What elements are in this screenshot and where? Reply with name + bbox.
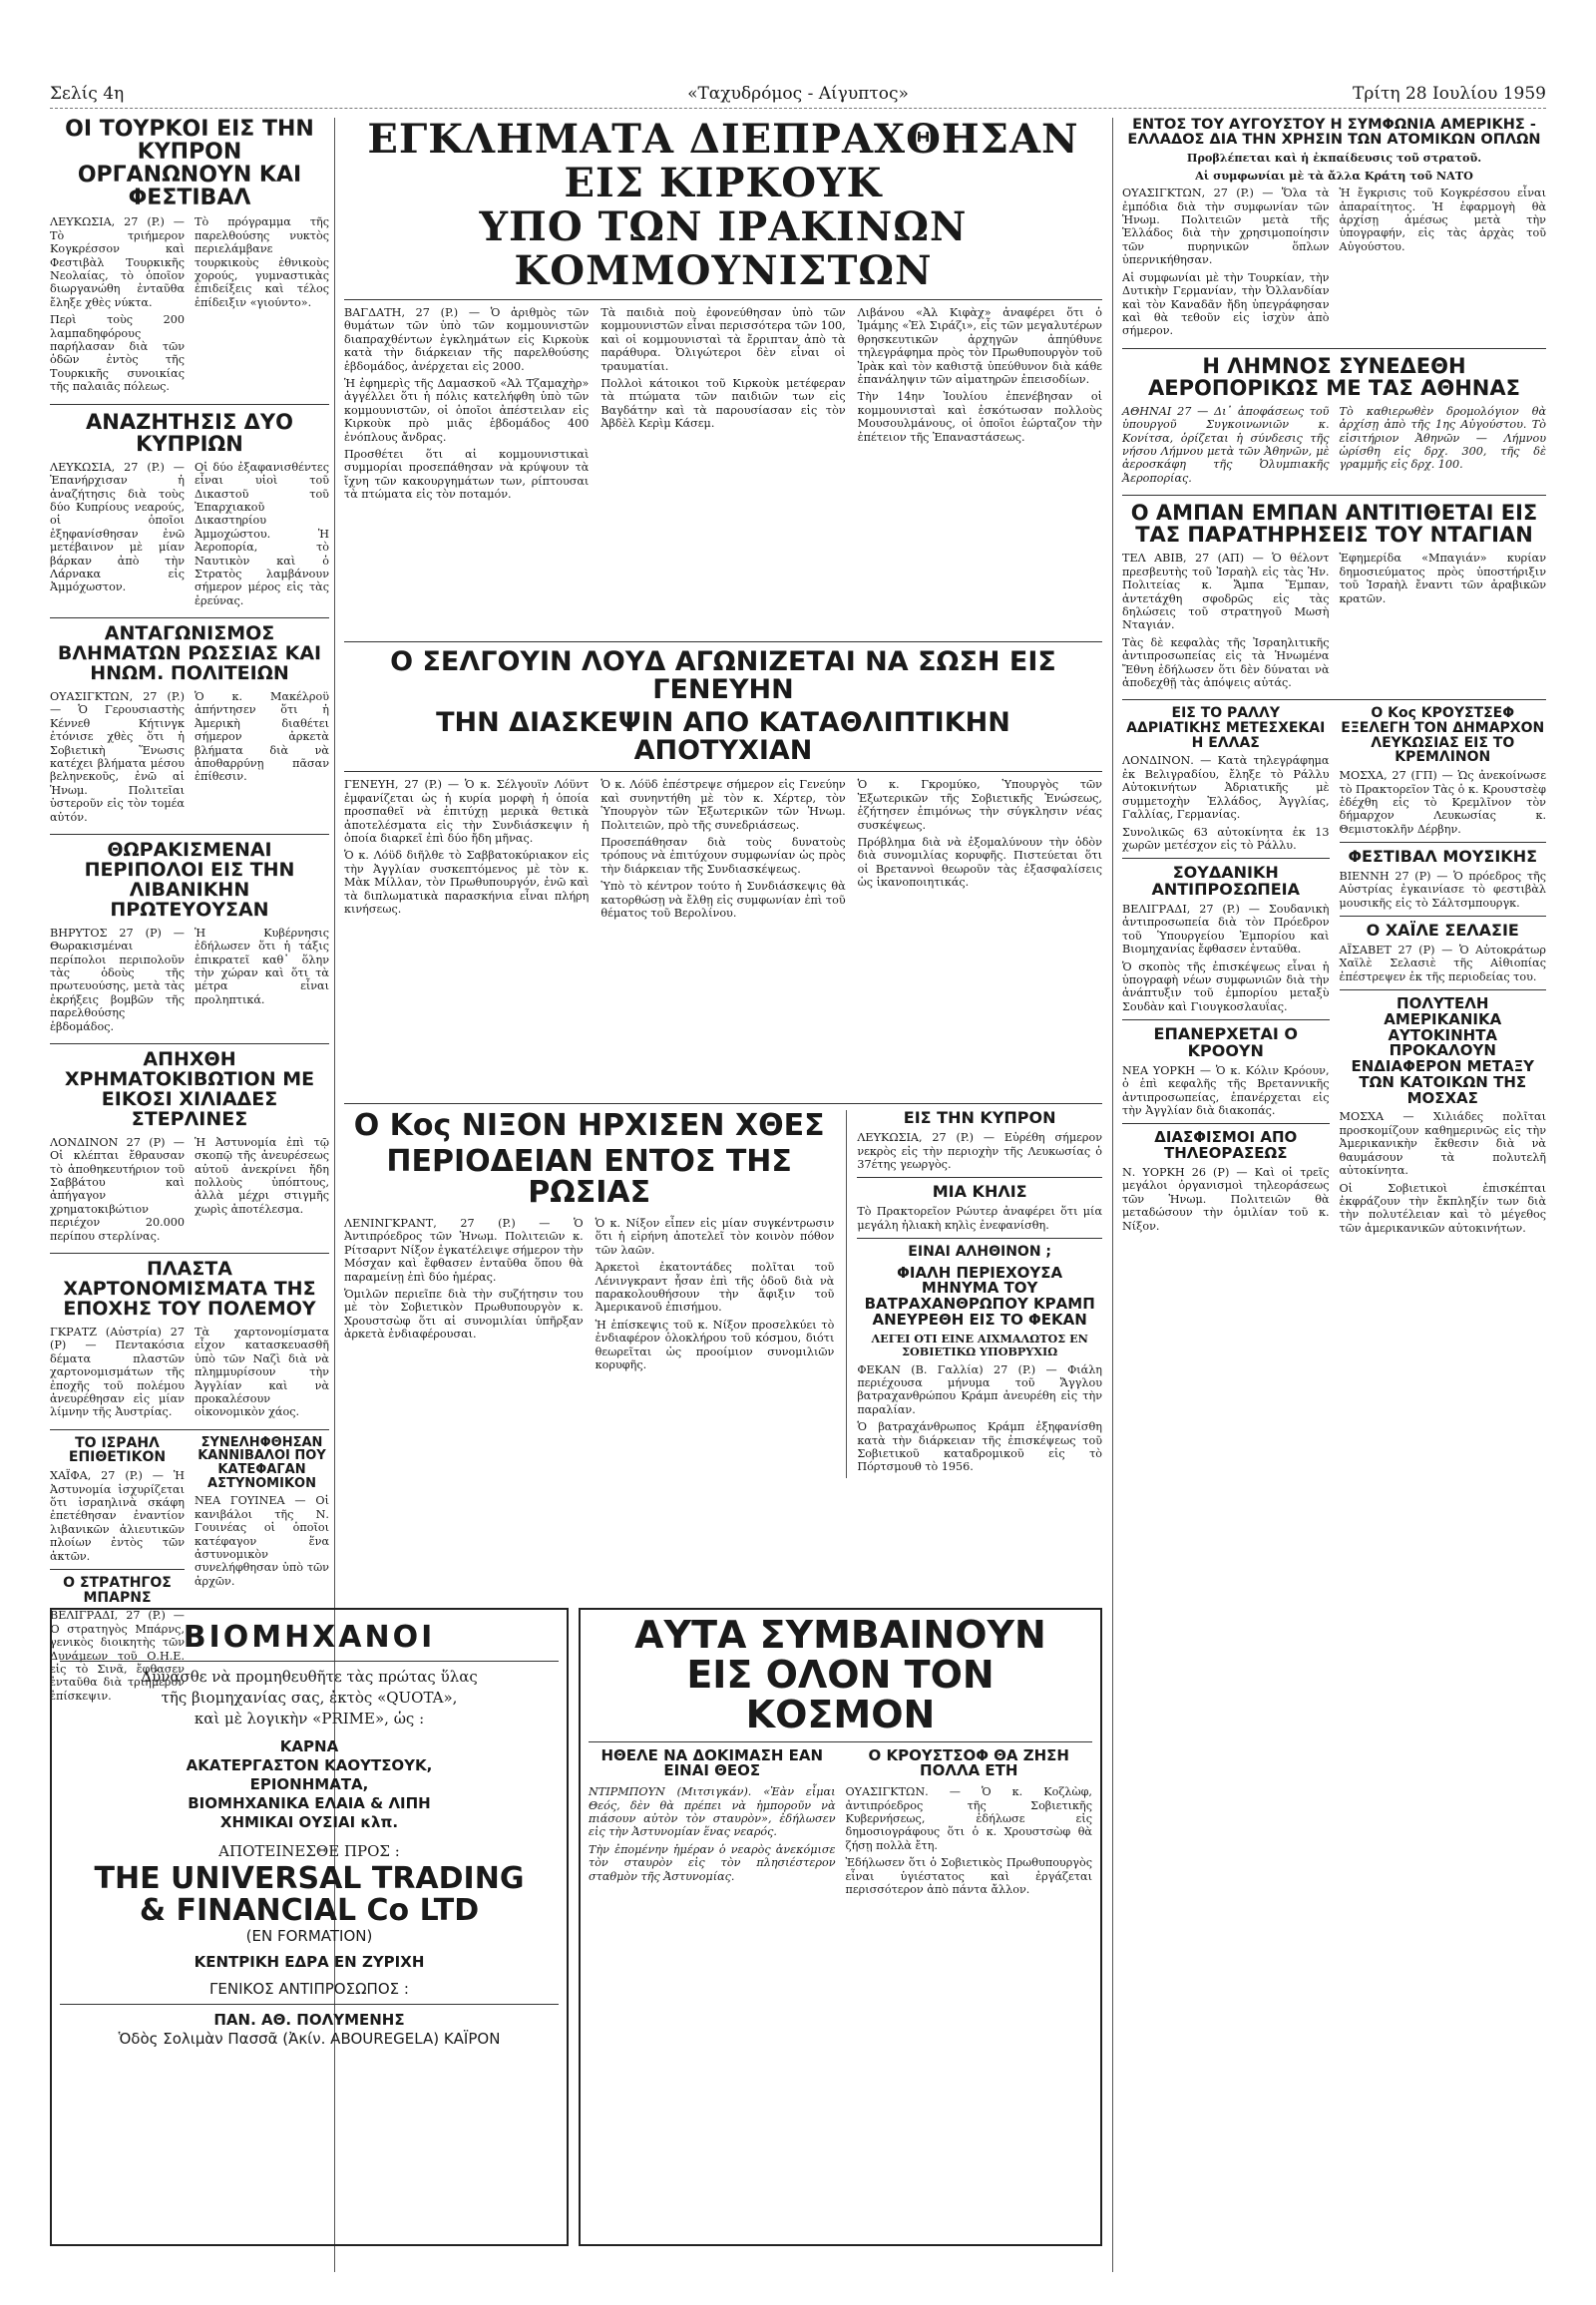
article-text: ΑΘΗΝΑΙ 27 — Δι᾽ ἀποφάσεως τοῦ ὑπουργοῦ Συγκοινωνιῶν κ. Κονίτσα, ὁρίζεται ἡ σύνδεσις τῆς νήσου Λήμνου μετὰ τῶν Ἀθηνῶν, μὲ ἀεροσκάφη τῆς Ὀλυμπιακῆς Ἀεροπορίας. [1122, 404, 1330, 485]
article-text: Συνολικῶς 63 αὐτοκίνητα ἐκ 13 χωρῶν μετέσχον εἰς τὸ Ράλλυ. [1122, 825, 1330, 852]
page-number: Σελίς 4η [50, 84, 125, 104]
article-text: Λιβάνου «Ἀλ Κιφὰχ» ἀναφέρει ὅτι ὁ Ἰμάμης «Ἐλ Σιράζι», εἷς τῶν μεγαλυτέρων θρησκευτικῶν ἀρχηγῶν ἀπηύθυνε τηλεγράφημα πρὸς τὸν Πρωθυπουργὸν τοῦ Ἰρὰκ καὶ τὸν καθιστᾷ ὑπεύθυνον διὰ κάθε ἐπανάληψιν τῶν αἱματηρῶν ἐπεισοδίων. [857, 306, 1102, 387]
main-headline: Ο Κος ΝΙΞΟΝ ΗΡΧΙΣΕΝ ΧΘΕΣ [353, 1108, 825, 1144]
headline: ΟΙ ΤΟΥΡΚΟΙ ΕΙΣ ΤΗΝ ΚΥΠΡΟΝ ΟΡΓΑΝΩΝΟΥΝ ΚΑΙ ΦΕΣΤΙΒΑΛ [65, 117, 314, 211]
article-text: Ἡ Ἀστυνομία ἐπὶ τῷ σκοπῷ τῆς ἀνευρέσεως αὐτοῦ ἀνεκρίνει ἤδη πολλοὺς ὑπόπτους, ἀλλὰ μέχρι στιγμῆς χωρὶς ἀποτέλεσμα. [195, 1135, 329, 1216]
subheadline: ΛΕΓΕΙ ΟΤΙ ΕΙΝΕ ΑΙΧΜΑΛΩΤΟΣ ΕΝ ΣΟΒΙΕΤΙΚΩ ΥΠΟΒΡΥΧΙΩ [871, 1331, 1088, 1359]
headline: ΑΝΤΑΓΩΝΙΣΜΟΣ ΒΛΗΜΑΤΩΝ ΡΩΣΣΙΑΣ ΚΑΙ ΗΝΩΜ. ΠΟΛΙΤΕΙΩΝ [57, 622, 322, 685]
center-section [344, 118, 1102, 1594]
agent-name: ΠΑΝ. ΑΘ. ΠΟΛΥΜΕΝΗΣ [213, 2011, 405, 2029]
column-divider [1112, 118, 1113, 2272]
headline: ΕΠΑΝΕΡΧΕΤΑΙ Ο ΚΡΟΟΥΝ [1153, 1024, 1298, 1060]
article-text: ΝΤΙΡΜΠΟΥΝ (Μιτσιγκάν). «Ἐὰν εἶμαι Θεός, δὲν θὰ πρέπει νὰ ἠμποροῦν νὰ πιάσουν αὐτὸν τὸν σταυρὸν», ἐδήλωσεν εἰς τὴν Ἀστυνομίαν ἕνας νεαρός. [589, 1785, 836, 1839]
article-text: ΓΕΝΕΥΗ, 27 (P.) — Ὁ κ. Σέλγουϊν Λόϋντ ἐμφανίζεται ὡς ἡ κυρία μορφὴ ἡ ὁποία προσπαθεῖ νὰ ἐπιτύχῃ μερικὰ θετικὰ ἀποτελέσματα εἰς τὴν Συνδιάσκεψιν ἡ ὁποία διαρκεῖ ἐπὶ δύο ἤδη μῆνας. [344, 778, 590, 845]
main-headline: ΤΗΝ ΔΙΑΣΚΕΨΙΝ ΑΠΟ ΚΑΤΑΘΛΙΠΤΙΚΗΝ ΑΠΟΤΥΧΙΑΝ [436, 706, 1010, 767]
company-name: THE UNIVERSAL TRADING [94, 1861, 525, 1896]
article-text: ΛΟΝΔΙΝΟΝ 27 (P) — Οἱ κλέπται ἔθραυσαν τὸ ἀποθηκευτήριον τοῦ Σαββάτου καὶ ἀπήγαγον χρηματοκιβώτιον περιέχον 20.000 περίπου στερλίνας. [50, 1135, 185, 1243]
article-text: ΛΟΝΔΙΝΟΝ. — Κατὰ τηλεγράφημα ἐκ Βελιγραδίου, ἔληξε τὸ Ράλλυ Αὐτοκινήτων Ἀδριατικῆς μὲ συμμετοχὴν Ἑλλάδος, Ἀγγλίας, Γαλλίας, Γερμανίας. [1122, 754, 1330, 822]
headline: Η ΛΗΜΝΟΣ ΣΥΝΕΔΕΘΗ ΑΕΡΟΠΟΡΙΚΩΣ ΜΕ ΤΑΣ ΑΘΗΝΑΣ [1148, 353, 1520, 400]
main-headline: ΠΕΡΙΟΔΕΙΑΝ ΕΝΤΟΣ ΤΗΣ ΡΩΣΙΑΣ [386, 1143, 792, 1211]
article-text: Περὶ τοὺς 200 λαμπαδηφόρους παρήλασαν διὰ τῶν ὁδῶν ἐντὸς τῆς Τουρκικῆς συνοικίας τῆς παλαιᾶς πόλεως. [50, 313, 185, 394]
article-text: Προσεπάθησαν διὰ τοὺς δυνατοὺς τρόπους νὰ ἐπιτύχουν συμφωνίαν ὡς πρὸς τὴν διάρκειαν τῆς Συνδιασκέψεως. [600, 836, 846, 876]
headline: ΑΠΗΧΘΗ ΧΡΗΜΑΤΟΚΙΒΩΤΙΟΝ ΜΕ ΕΙΚΟΣΙ ΧΙΛΙΑΔΕΣ ΣΤΕΡΛΙΝΕΣ [64, 1048, 315, 1130]
ad-product: ΚΑΡΝΑ [279, 1737, 339, 1755]
headline: Ο ΚΡΟΥΣΤΣΟΦ ΘΑ ΖΗΣΗ ΠΟΛΛΑ ΕΤΗ [868, 1745, 1069, 1780]
ad-product: ΑΚΑΤΕΡΓΑΣΤΟΝ ΚΑΟΥΤΣΟΥΚ, [186, 1756, 433, 1774]
article-text: Ν. ΥΟΡΚΗ 26 (P) — Καὶ οἱ τρεῖς μεγάλοι ὀργανισμοὶ τηλεοράσεως τῶν Ἡνωμ. Πολιτειῶν θὰ μεταδώσουν τὴν ὁμιλίαν τοῦ κ. Νίξον. [1122, 1165, 1330, 1233]
article-text: ΟΥΑΣΙΓΚΤΩΝ, 27 (P.) — Ὁ Γερουσιαστὴς Κέννεθ Κήτινγκ ἐτόνισε χθὲς ὅτι ἡ Σοβιετικὴ Ἕνωσις κατέχει βλήματα μέσου βεληνεκοῦς, ἐνῶ αἱ Ἡνωμ. Πολιτεῖαι ὑστεροῦν εἰς τὸν τομέα αὐτόν. [50, 690, 185, 824]
article-text: ΒΕΛΙΓΡΑΔΙ, 27 (P.) — Ὁ στρατηγὸς Μπάρνς, γενικὸς διοικητὴς τῶν Δυνάμεων τοῦ Ο.Η.Ε. εἰς τὸ Σινᾶ, ἔφθασεν ἐνταῦθα διὰ τριήμερον ἐπίσκεψιν. [50, 1609, 185, 1703]
ad-text: ΓΕΝΙΚΟΣ ΑΝΤΙΠΡΟΣΩΠΟΣ : [209, 1980, 409, 1998]
article-text: ΒΕΛΙΓΡΑΔΙ, 27 (P.) — Σουδανικὴ ἀντιπροσωπεία διὰ τὸν Πρόεδρον τοῦ Ὑπουργείου Ἐμπορίου καὶ Βιομηχανίας ἔφθασεν ἐνταῦθα. [1122, 902, 1330, 957]
headline: ΠΟΛΥΤΕΛΗ ΑΜΕΡΙΚΑΝΙΚΑ ΑΥΤΟΚΙΝΗΤΑ ΠΡΟΚΑΛΟΥΝ ΕΝΔΙΑΦΕΡΟΝ ΜΕΤΑΞΥ ΤΩΝ ΚΑΤΟΙΚΩΝ ΤΗΣ ΜΟΣΧΑΣ [1351, 994, 1534, 1107]
headline: ΕΙΣ ΤΟ ΡΑΛΛΥ ΑΔΡΙΑΤΙΚΗΣ ΜΕΤΕΣΧΕΚΑΙ Η ΕΛΛΑΣ [1126, 705, 1326, 751]
headline: ΜΙΑ ΚΗΛΙΣ [932, 1182, 1027, 1202]
ad-text: τῆς βιομηχανίας σας, ἐκτὸς «QUOTA», [161, 1689, 458, 1707]
article-text: Ὁ κ. Γκρομύκο, Ὑπουργὸς τῶν Ἐξωτερικῶν τῆς Σοβιετικῆς Ἑνώσεως, ἐζήτησεν ἐπιμόνως τὴν σύγκλησιν νέας συσκέψεως. [857, 778, 1102, 832]
ad-text: ΑΠΟΤΕΙΝΕΣΘΕ ΠΡΟΣ : [218, 1842, 400, 1860]
main-headline: Ο ΣΕΛΓΟΥΙΝ ΛΟΥΔ ΑΓΩΝΙΖΕΤΑΙ ΝΑ ΣΩΣΗ ΕΙΣ ΓΕΝΕΥΗΝ [390, 646, 1056, 706]
article-text: Ἡ ἔγκρισις τοῦ Κογκρέσσου εἶναι ἀπαραίτητος. Ἡ ἐφαρμογὴ θὰ ἀρχίσῃ ἀμέσως μετὰ τὴν ὑπογραφήν, εἰς τὰς ἀρχὰς τοῦ Αὐγούστου. [1339, 187, 1546, 253]
headline: ΠΛΑΣΤΑ ΧΑΡΤΟΝΟΜΙΣΜΑΤΑ ΤΗΣ ΕΠΟΧΗΣ ΤΟΥ ΠΟΛΕΜΟΥ [63, 1258, 316, 1320]
article-text: ΦΕΚΑΝ (Β. Γαλλία) 27 (P.) — Φιάλη περιέχουσα μήνυμα τοῦ Ἄγγλου βατραχανθρώπου Κράμπ ἀνευρέθη εἰς τὴν παραλίαν. [857, 1362, 1102, 1416]
article-text: Ὁ σκοπὸς τῆς ἐπισκέψεως εἶναι ἡ ὑπογραφὴ νέων συμφωνιῶν διὰ τὴν ἀνάπτυξιν τοῦ ἐμπορίου μεταξὺ Σουδὰν καὶ Γιουγκοσλαυΐας. [1122, 960, 1330, 1013]
agent-address: Ὁδὸς Σολιμὰν Πασσᾶ (Ἀκίν. ABOUREGELA) ΚΑΪΡΟΝ [118, 2030, 501, 2048]
headline: ΤΟ ΙΣΡΑΗΛ ΕΠΙΘΕΤΙΚΟΝ [68, 1434, 167, 1466]
article-text: Ὑπὸ τὸ κέντρον τούτο ἡ Συνδιάσκεψις θὰ κατορθώσῃ νὰ ἔλθῃ εἰς συμφωνίαν ἐπὶ τοῦ θέματος τοῦ Βερολίνου. [600, 880, 846, 921]
headline: ΕΙΣ ΤΗΝ ΚΥΠΡΟΝ [903, 1108, 1056, 1128]
article-text: ΜΟΣΧΑ, 27 (ΓΠ) — Ὡς ἀνεκοίνωσε τὸ Πρακτορεῖον Τὰς ὁ κ. Κρουστσὲφ ἐδέχθη εἰς τὸ Κρεμλῖνον τὸν δήμαρχον Λευκωσίας κ. Θεμιστοκλῆν Δέρβην. [1339, 769, 1546, 836]
article-text: ΝΕΑ ΓΟΥΙΝΕΑ — Οἱ κανιβάλοι τῆς Ν. Γουινέας οἱ ὁποῖοι κατέφαγον ἕνα ἀστυνομικὸν συνελήφθησαν ὑπὸ τῶν ἀρχῶν. [195, 1494, 329, 1588]
article-text: Τὰ παιδιὰ ποὺ ἐφονεύθησαν ὑπὸ τῶν κομμουνιστῶν εἶναι περισσότερα τῶν 100, καὶ οἱ κομμουνισταὶ τὰ ἔρριπταν ἀπὸ τὰ παράθυρα. Ὀλιγώτεροι δὲν εἶναι οἱ τραυματίαι. [600, 306, 846, 373]
box-headline: ΕΙΣ ΟΛΟΝ ΤΟΝ ΚΟΣΜΟΝ [686, 1652, 995, 1736]
ad-product: ΧΗΜΙΚΑΙ ΟΥΣΙΑΙ κλπ. [219, 1813, 399, 1831]
headline: ΣΟΥΔΑΝΙΚΗ ΑΝΤΙΠΡΟΣΩΠΕΙΑ [1151, 863, 1301, 900]
headline: ΘΩΡΑΚΙΣΜΕΝΑΙ ΠΕΡΙΠΟΛΟΙ ΕΙΣ ΤΗΝ ΛΙΒΑΝΙΚΗΝ ΠΡΩΤΕΥΟΥΣΑΝ [84, 839, 295, 921]
headline: ΦΙΑΛΗ ΠΕΡΙΕΧΟΥΣΑ ΜΗΝΥΜΑ ΤΟΥ ΒΑΤΡΑΧΑΝΘΡΩΠΟΥ ΚΡΑΜΠ ΑΝΕΥΡΕΘΗ ΕΙΣ ΤΟ ΦΕΚΑΝ [864, 1263, 1095, 1329]
headline: Ο Κος ΚΡΟΥΣΤΣΕΦ ΕΞΕΛΕΓΗ ΤΟΝ ΔΗΜΑΡΧΟΝ ΛΕΥΚΩΣΙΑΣ ΕΙΣ ΤΟ ΚΡΕΜΛΙΝΟΝ [1341, 705, 1545, 766]
article-text: Οἱ δύο ἐξαφανισθέντες εἶναι υἱοὶ τοῦ Δικαστοῦ τοῦ Ἐπαρχιακοῦ Δικαστηρίου Ἀμμοχώστου. Ἡ Ἀεροπορία, τὸ Ναυτικὸν καὶ ὁ Στρατὸς λαμβάνουν σήμερον μέρος εἰς τὰς ἐρεύνας. [195, 460, 329, 607]
article-text: Ἡ ἐπίσκεψις τοῦ κ. Νίξον προσελκύει τὸ ἐνδιαφέρον ὁλοκλήρου τοῦ κόσμου, διότι θεωρεῖται ὡς προοίμιον συνομιλιῶν κορυφῆς. [595, 1318, 835, 1371]
article-text: Ὁ βατραχάνθρωπος Κράμπ ἐξηφανίσθη κατὰ τὴν διάρκειαν τῆς ἐπισκέψεως τοῦ Σοβιετικοῦ καταδρομικοῦ εἰς τὸ Πόρτσμουθ τὸ 1956. [857, 1420, 1102, 1474]
article-text: ΧΑΪΦΑ, 27 (P.) — Ἡ Ἀστυνομία ἰσχυρίζεται ὅτι ἰσραηλινὰ σκάφη ἐπετέθησαν ἐναντίον λιβανικῶν ἁλιευτικῶν πλοίων ἐντὸς τῶν ἀκτῶν. [50, 1469, 185, 1563]
headline: Ο ΑΜΠΑΝ ΕΜΠΑΝ ΑΝΤΙΤΙΘΕΤΑΙ ΕΙΣ ΤΑΣ ΠΑΡΑΤΗΡΗΣΕΙΣ ΤΟΥ ΝΤΑΓΙΑΝ [1130, 501, 1538, 548]
page-header [50, 82, 1546, 109]
headline: ΕΙΝΑΙ ΑΛΗΘΙΝΟΝ ; [908, 1244, 1052, 1260]
headline: ΦΕΣΤΙΒΑΛ ΜΟΥΣΙΚΗΣ [1348, 847, 1538, 867]
article-text: Τὰς δὲ κεφαλὰς τῆς Ἰσραηλιτικῆς ἀντιπροσωπείας εἰς τὰ Ἡνωμένα Ἔθνη ἐδήλωσεν ὅτι δὲν δύναται νὰ ἀποδεχθῇ τὰς ἀπόψεις αὐτάς. [1122, 635, 1330, 689]
article-text: Ὁ κ. Μακέλροϋ ἀπήντησεν ὅτι ἡ Ἀμερικὴ διαθέτει σήμερον ἀρκετὰ βλήματα διὰ νὰ ἀποθαρρύνῃ πᾶσαν ἐπίθεσιν. [195, 690, 329, 784]
ad-text: Δύνασθε νὰ προμηθευθῆτε τὰς πρώτας ὕλας [141, 1668, 478, 1686]
article-text: ΟΥΑΣΙΓΚΤΩΝ, 27 (P.) — Ὅλα τὰ ἐμπόδια διὰ τὴν συμφωνίαν τῶν Ἡνωμ. Πολιτειῶν μετὰ τῆς Ἑλλάδος διὰ τὴν χρησιμοποίησιν τῶν πυρηνικῶν ὅπλων ὑπερνικήθησαν. [1122, 187, 1330, 267]
article-text: ΝΕΑ ΥΟΡΚΗ — Ὁ κ. Κόλιν Κρόουν, ὁ ἐπὶ κεφαλῆς τῆς Βρεταννικῆς ἀντιπροσωπείας, ἐπανέρχεται εἰς τὴν Ἀγγλίαν διὰ διακοπάς. [1122, 1063, 1330, 1117]
article-text: Τὸ καθιερωθὲν δρομολόγιον θὰ ἀρχίσῃ ἀπὸ τῆς 1ης Αὐγούστου. Τὸ εἰσιτήριον Ἀθηνῶν — Λήμνου ὡρίσθη εἰς δρχ. 300, τῆς δὲ γραμμῆς εἰς δρχ. 100. [1339, 404, 1546, 472]
article-text: ΛΕΝΙΝΓΚΡΑΝΤ, 27 (P.) — Ὁ Ἀντιπρόεδρος τῶν Ἡνωμ. Πολιτειῶν κ. Ρίτσαρντ Νίξον ἐγκατέλειψε σήμερον τὴν Μόσχαν καὶ ἔφθασεν ἐνταῦθα ὅπου θὰ παραμείνῃ ἐπὶ δύο ἡμέρας. [344, 1216, 584, 1284]
ad-text: (EN FORMATION) [245, 1927, 373, 1945]
article-text: ΛΕΥΚΩΣΙΑ, 27 (P.) — Εὐρέθη σήμερον νεκρὸς εἰς τὴν περιοχὴν τῆς Λευκωσίας ὁ 37έτης γεωργὸς. [857, 1131, 1102, 1171]
article-text: ΛΕΥΚΩΣΙΑ, 27 (P.) — Τὸ τριήμερον Κογκρέσσον καὶ Φεστιβὰλ Τουρκικῆς Νεολαίας, τὸ ὁποῖον διωργανώθη ἐνταῦθα ἔληξε χθὲς νύκτα. [50, 215, 185, 309]
article-text: Τὸ πρόγραμμα τῆς παρελθούσης νυκτὸς περιελάμβανε τουρκικοὺς ἐθνικοὺς χορούς, γυμναστικὰς ἐπιδείξεις καὶ τέλος ἐπίδειξιν «γιούντο». [195, 215, 329, 309]
article-text: ΑΪΣΑΒΕΤ 27 (P) — Ὁ Αὐτοκράτωρ Χαϊλὲ Σελασιὲ τῆς Αἰθιοπίας ἐπέστρεψεν ἐκ τῆς περιοδείας του. [1339, 944, 1546, 983]
article-text: Ἡ ἐφημερὶς τῆς Δαμασκοῦ «Ἀλ Τζαμαχὴρ» ἀγγέλλει ὅτι ἡ πόλις κατελήφθη ὑπὸ τῶν κομμουνιστῶν, οἱ ὁποῖοι ἀπέστειλαν εἰς Κιρκοὺκ πρὸ μιᾶς ἑβδομάδος 400 ἐνόπλους ἄνδρας. [344, 377, 590, 444]
article-text: Πολλοὶ κάτοικοι τοῦ Κιρκοὺκ μετέφεραν τὰ πτώματα τῶν παιδιῶν των εἰς Βαγδάτην καὶ τὰ παρουσίασαν εἰς τὸν Ἀβδὲλ Κερὶμ Κάσεμ. [600, 377, 846, 431]
ad-title: ΒΙΟΜΗΧΑΝΟΙ [183, 1620, 436, 1655]
subheadline: Αἱ συμφωνίαι μὲ τὰ ἄλλα Κράτη τοῦ ΝΑΤΟ [1195, 168, 1473, 183]
article-text: ΜΟΣΧΑ — Χιλιάδες πολῖται προσκομίζουν καθημερινῶς εἰς τὴν Ἀμερικανικὴν ἔκθεσιν διὰ νὰ θαυμάσουν τὰ πολυτελῆ αὐτοκίνητα. [1339, 1110, 1546, 1178]
company-name: & FINANCIAL Co LTD [139, 1893, 480, 1928]
article-text: Ὁ κ. Λόϋδ ἐπέστρεψε σήμερον εἰς Γενεύην καὶ συνηντήθη μὲ τὸν κ. Χέρτερ, τὸν Ὑπουργὸν τῶν Ἐξωτερικῶν τῶν Ἡνωμ. Πολιτειῶν, πρὸ τῆς συνεδριάσεως. [600, 778, 846, 832]
article-text: Αἱ συμφωνίαι μὲ τὴν Τουρκίαν, τὴν Δυτικὴν Γερμανίαν, τὴν Ὀλλανδίαν καὶ τὸν Καναδᾶν ἤδη ὑπεγράφησαν καὶ θὰ τεθοῦν εἰς ἰσχὺν ἀπὸ σήμερον. [1122, 270, 1330, 338]
subheadline: Προβλέπεται καὶ ἡ ἐκπαίδευσις τοῦ στρατοῦ. [1186, 151, 1482, 166]
headline: Ο ΣΤΡΑΤΗΓΟΣ ΜΠΑΡΝΣ [63, 1574, 172, 1606]
article-text: Ὁμιλῶν περιεῖπε διὰ τὴν συζήτησιν του μὲ τὸν Σοβιετικὸν Πρωθυπουργὸν κ. Χρουστσὼφ ὅτι αἱ συνομιλίαι ὑπῆρξαν ἀρκετὰ ἐνδιαφέρουσαι. [344, 1287, 584, 1342]
article-text: ΛΕΥΚΩΣΙΑ, 27 (P.) — Ἐπανήρχισαν ἡ ἀναζήτησις διὰ τοὺς δύο Κυπρίους νεαρούς, οἱ ὁποῖοι ἐξηφανίσθησαν ἐνῶ μετέβαινον μὲ μίαν βάρκαν ἀπὸ τὴν Λάρνακα εἰς Ἀμμόχωστον. [50, 460, 185, 594]
article-text: ΤΕΛ ΑΒΙΒ, 27 (ΑΠ) — Ὁ θέλοντ πρεσβευτὴς τοῦ Ἰσραὴλ εἰς τὰς Ἡν. Πολιτείας κ. Ἄμπα Ἔμπαν, ἀντετάχθη σφοδρῶς εἰς τὰς δηλώσεις τοῦ στρατηγοῦ Μωσὴ Νταγιάν. [1122, 552, 1330, 632]
article-text: Ἀρκετοὶ ἐκατοντάδες πολῖται τοῦ Λένινγκραντ ἦσαν ἐπὶ τῆς ὁδοῦ διὰ νὰ παρακολουθήσουν τὴν ἄφιξιν τοῦ Ἀμερικανοῦ ἐπισήμου. [595, 1261, 835, 1315]
article-text: Ἐδήλωσεν ὅτι ὁ Σοβιετικὸς Πρωθυπουργὸς εἶναι ὑγιέστατος καὶ ἐργάζεται περισσότερον ἀπὸ πάντα ἄλλον. [845, 1856, 1092, 1897]
article-text: Ὁ κ. Λόϋδ διῆλθε τὸ Σαββατοκύριακον εἰς τὴν Ἀγγλίαν συσκεπτόμενος μὲ τὸν κ. Μὰκ Μίλλαν, τὸν Πρωθυπουργόν, ἐνῶ καὶ τὰ διπλωματικὰ παρασκήνια εἶναι πλήρη κινήσεως. [344, 849, 590, 917]
article-text: Τὰ χαρτονομίσματα εἶχον κατασκευασθῆ ὑπὸ τῶν Ναζὶ διὰ νὰ πλημμυρίσουν τὴν Ἀγγλίαν καὶ νὰ προκαλέσουν οἰκονομικὸν χάος. [195, 1325, 329, 1419]
issue-date: Τρίτη 28 Ιουλίου 1959 [1353, 84, 1546, 104]
main-headline: ΕΓΚΛΗΜΑΤΑ ΔΙΕΠΡΑΧΘΗΣΑΝ ΕΙΣ ΚΙΡΚΟΥΚ [367, 116, 1079, 206]
article-text: Ὁ κ. Νίξον εἶπεν εἰς μίαν συγκέντρωσιν ὅτι ἡ εἰρήνη ἀποτελεῖ τὸν κοινὸν πόθον τῶν λαῶν. [595, 1216, 835, 1257]
ad-text: ΚΕΝΤΡΙΚΗ ΕΔΡΑ ΕΝ ΖΥΡΙΧΗ [194, 1953, 425, 1971]
ad-product: ΒΙΟΜΗΧΑΝΙΚΑ ΕΛΑΙΑ & ΛΙΠΗ [188, 1794, 431, 1812]
headline: ΣΥΝΕΛΗΦΘΗΣΑΝ ΚΑΝΝΙΒΑΛΟΙ ΠΟΥ ΚΑΤΕΦΑΓΑΝ ΑΣΤΥΝΟΜΙΚΟΝ [198, 1434, 326, 1491]
ad-text: καὶ μὲ λογικὴν «PRIME», ὡς : [194, 1710, 425, 1728]
article-text: ΒΗΡΥΤΟΣ 27 (P) — Θωρακισμέναι περίπολοι περιπολοῦν τὰς ὁδοὺς τῆς πρωτευούσης, μετὰ τὰς ἐκρήξεις βομβῶν τῆς παρελθούσης ἑβδομάδος. [50, 926, 185, 1033]
newspaper-name: «Ταχυδρόμος - Αίγυπτος» [687, 84, 909, 104]
article-text: ΟΥΑΣΙΓΚΤΩΝ. — Ὁ κ. Κοζλὼφ, ἀντιπρόεδρος τῆς Σοβιετικῆς Κυβερνήσεως, ἐδήλωσε εἰς δημοσιογράφους ὅτι ὁ κ. Χρουστσὼφ θὰ ζήσῃ πολλὰ ἔτη. [845, 1785, 1092, 1852]
box-headline: ΑΥΤΑ ΣΥΜΒΑΙΝΟΥΝ [634, 1613, 1046, 1657]
article-text: Ἡ Κυβέρνησις ἐδήλωσεν ὅτι ἡ τάξις ἐπικρατεῖ καθ᾽ ὅλην τὴν χώραν καὶ ὅτι τὰ μέτρα εἶναι προληπτικά. [195, 926, 329, 1006]
article-text: Προσθέτει ὅτι αἱ κομμουνιστικαὶ συμμορίαι προσεπάθησαν νὰ κρύψουν τὰ ἴχνη τῶν κακουργημάτων των, ρίπτουσαι τὰ πτώματα εἰς τὸν ποταμόν. [344, 448, 590, 502]
article-text: ΒΙΕΝΝΗ 27 (P) — Ὁ πρόεδρος τῆς Αὐστρίας ἐγκαινίασε τὸ φεστιβὰλ μουσικῆς εἰς τὸ Σάλτσμπουργκ. [1339, 869, 1546, 910]
advertisement-box [50, 1608, 569, 2246]
article-text: Τὴν 14ην Ἰουλίου ἐπενέβησαν οἱ κομμουνισταὶ καὶ ἐσκότωσαν πολλοὺς Μουσουλμάνους, οἱ ὁποῖοι ἑώρταζον τὴν ἐπέτειον τῆς Ἐπαναστάσεως. [857, 390, 1102, 444]
article-text: Πρόβλημα διὰ νὰ ἐξομαλύνουν τὴν ὁδὸν διὰ συνομιλίας κορυφῆς. Πιστεύεται ὅτι οἱ Βρεταννοὶ θεωροῦν τὰς ἐξασφαλίσεις ὡς ἱκανοποιητικάς. [857, 836, 1102, 890]
article-text: Οἱ Σοβιετικοὶ ἐπισκέπται ἐκφράζουν τὴν ἔκπληξίν των διὰ τὴν πολυτέλειαν καὶ τὸ μέγεθος τῶν ἀμερικανικῶν αὐτοκινήτων. [1339, 1181, 1546, 1235]
article-text: ΓΚΡΑΤΖ (Αὐστρία) 27 (P) — Πεντακόσια δέματα πλαστῶν χαρτονομισμάτων τῆς ἐποχῆς τοῦ πολέμου ἀνευρέθησαν εἰς μίαν λίμνην τῆς Ἀυστρίας. [50, 1325, 185, 1419]
article-text: Τὴν ἐπομένην ἡμέραν ὁ νεαρὸς ἀνεκόμισε τὸν σταυρὸν εἰς τὸν πλησιέστερον σταθμὸν τῆς Ἀστυνομίας. [589, 1842, 836, 1883]
headline: ΗΘΕΛΕ ΝΑ ΔΟΚΙΜΑΣΗ ΕΑΝ ΕΙΝΑΙ ΘΕΟΣ [600, 1745, 824, 1780]
article-text: Ἐφημερίδα «Μπαγιάν» κυρίαν δημοσιεύματος πρὸς ὑποστήριξιν τοῦ Ἰσραὴλ ἔναντι τῶν ἀραβικῶν κρατῶν. [1339, 552, 1546, 605]
headline: ΑΝΑΖΗΤΗΣΙΣ ΔΥΟ ΚΥΠΡΙΩΝ [86, 409, 293, 456]
ad-product: ΕΡΙΟΝΗΜΑΤΑ, [249, 1775, 369, 1793]
headline: Ο ΧΑΪΛΕ ΣΕΛΑΣΙΕ [1366, 921, 1519, 941]
article-text: Τὸ Πρακτορεῖον Ρώυτερ ἀναφέρει ὅτι μία μεγάλη ἡλιακὴ κηλὶς ἐνεφανίσθη. [857, 1205, 1102, 1232]
headline: ΕΝΤΟΣ ΤΟΥ ΑΥΓΟΥΣΤΟΥ Η ΣΥΜΦΩΝΙΑ ΑΜΕΡΙΚΗΣ - ΕΛΛΑΔΟΣ ΔΙΑ ΤΗΝ ΧΡΗΣΙΝ ΤΩΝ ΑΤΟΜΙΚΩΝ ΟΠΛΩΝ [1127, 117, 1541, 149]
main-headline: ΥΠΟ ΤΩΝ ΙΡΑΚΙΝΩΝ ΚΟΜΜΟΥΝΙΣΤΩΝ [479, 203, 968, 294]
article-text: ΒΑΓΔΑΤΗ, 27 (P.) — Ὁ ἀριθμὸς τῶν θυμάτων τῶν ὑπὸ τῶν κομμουνιστῶν διαπραχθέντων ἐγκλημάτων εἰς Κιρκοὺκ κατὰ τὴν διάρκειαν τῆς παρελθούσης ἑβδομάδος, ἀνέρχεται εἰς 2000. [344, 306, 590, 373]
headline: ΔΙΑΣΦΙΣΜΟΙ ΑΠΟ ΤΗΛΕΟΡΑΣΕΩΣ [1154, 1128, 1298, 1163]
right-column [1122, 118, 1546, 2252]
world-news-box [579, 1608, 1102, 2246]
